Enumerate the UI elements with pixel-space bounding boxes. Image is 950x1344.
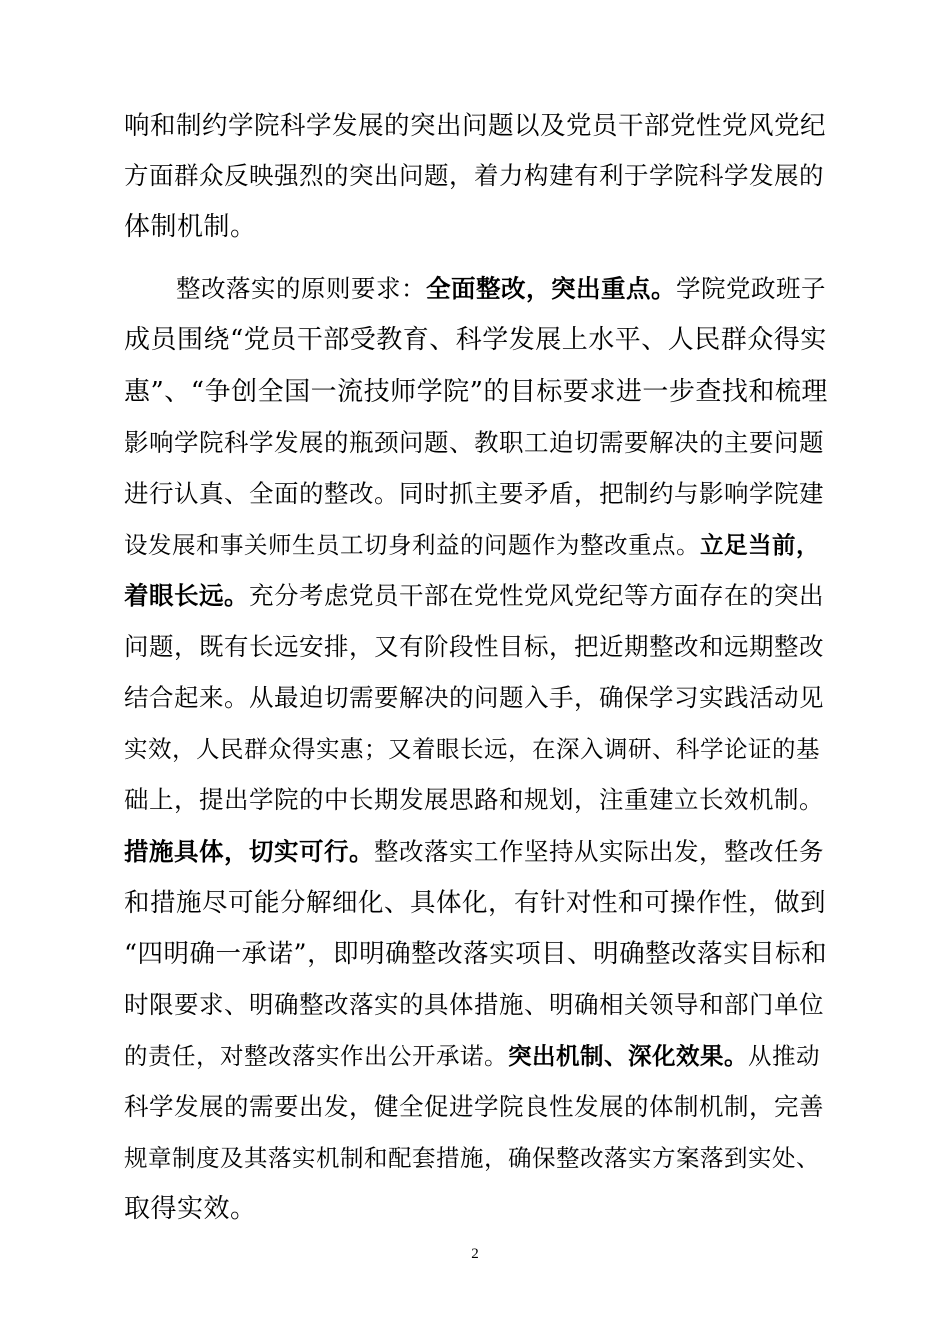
line-text: 充分考虑党员干部在党性党风党纪等方面存在的突出	[249, 581, 824, 610]
paragraph-line: 和措施尽可能分解细化、具体化，有针对性和可操作性，做到	[124, 888, 827, 918]
paragraph-line: 体制机制。	[124, 212, 257, 242]
page-number: 2	[471, 1246, 479, 1262]
paragraph-line: 规章制度及其落实机制和配套措施，确保整改落实方案落到实处、	[124, 1144, 820, 1172]
paragraph-line: 问题，既有长远安排，又有阶段性目标，把近期整改和远期整改	[124, 632, 824, 661]
line-text: 设发展和事关师生员工切身利益的问题作为整改重点。	[124, 531, 700, 559]
bold-heading-mechanism: 突出机制、深化效果。	[508, 1042, 748, 1070]
paragraph-line: 科学发展的需要出发，健全促进学院良性发展的体制机制，完善	[124, 1092, 824, 1121]
paragraph-line	[124, 576, 824, 616]
paragraph-line: 时限要求、明确整改落实的具体措施、明确相关领导和部门单位	[124, 990, 824, 1019]
paragraph-line: 结合起来。从最迫切需要解决的问题入手，确保学习实践活动见	[124, 683, 824, 712]
line-text: 整改落实的原则要求：	[176, 274, 426, 303]
paragraph-line: 响和制约学院科学发展的突出问题以及党员干部党性党风党纪	[124, 111, 827, 141]
paragraph-line: 成员围绕“党员干部受教育、科学发展上水平、人民群众得实	[124, 325, 827, 355]
paragraph-line: 础上，提出学院的中长期发展思路和规划，注重建立长效机制。	[124, 785, 824, 814]
paragraph-line: 影响学院科学发展的瓶颈问题、教职工迫切需要解决的主要问题	[124, 428, 824, 457]
paragraph-line	[124, 832, 824, 872]
bold-heading-long-term: 着眼长远。	[124, 581, 249, 610]
line-text: 整改落实工作坚持从实际出发，整改任务	[374, 837, 824, 866]
paragraph-line: 惠”、“争创全国一流技师学院”的目标要求进一步查找和梳理	[124, 377, 828, 407]
paragraph-line: 方面群众反映强烈的突出问题，着力构建有利于学院科学发展的	[124, 161, 824, 190]
bold-heading-comprehensive-rectification: 全面整改，突出重点。	[426, 274, 676, 303]
line-text: 学院党政班子	[676, 274, 826, 303]
paragraph-line	[124, 1036, 820, 1076]
paragraph-line	[176, 269, 826, 309]
paragraph-line	[124, 525, 820, 565]
paragraph-line: 进行认真、全面的整改。同时抓主要矛盾，把制约与影响学院建	[124, 479, 824, 508]
paragraph-line: 取得实效。	[124, 1194, 257, 1224]
bold-heading-present-focus: 立足当前，	[700, 531, 820, 559]
line-text: 的责任，对整改落实作出公开承诺。	[124, 1042, 508, 1070]
bold-heading-concrete-measures: 措施具体，切实可行。	[124, 837, 374, 866]
line-text: 从推动	[748, 1042, 820, 1070]
paragraph-line: “四明确一承诺”，即明确整改落实项目、明确整改落实目标和	[124, 939, 828, 969]
paragraph-line: 实效，人民群众得实惠；又着眼长远，在深入调研、科学论证的基	[124, 735, 820, 763]
